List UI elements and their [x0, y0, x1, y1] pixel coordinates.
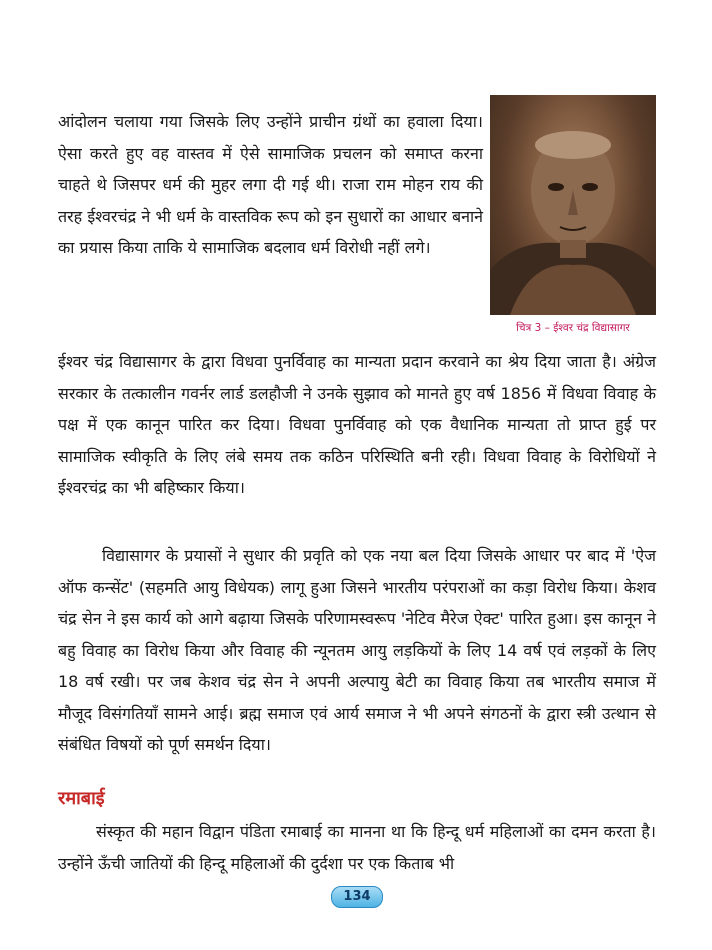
paragraph-1: आंदोलन चलाया गया जिसके लिए उन्होंने प्राचीन ग्रंथों का हवाला दिया। ऐसा करते हुए वह वास्तव में ऐसे सामाजिक प्रचलन को समाप्त करना चाहते थे जिसपर धर्म की मुहर लगा दी गई थी। राजा राम मोहन राय की तरह ईश्वरचंद्र ने भी धर्म के वास्तविक रूप को इन सुधारों का आधार बनाने का प्रयास किया ताकि ये सामाजिक बदलाव धर्म विरोधी नहीं लगे। [58, 112, 483, 257]
paragraph-2: ईश्वर चंद्र विद्यासागर के द्वारा विधवा पुनर्विवाह का मान्यता प्रदान करवाने का श्रेय दिया जाता है। अंग्रेज सरकार के तत्कालीन गवर्नर लार्ड डलहौजी ने उनके सुझाव को मानते हुए वर्ष 1856 में विधवा विवाह के पक्ष में एक कानून पारित कर दिया। विधवा पुनर्विवाह को एक वैधानिक मान्यता तो प्राप्त हुई पर सामाजिक स्वीकृति के लिए लंबे समय तक कठिन परिस्थिति बनी रही। विधवा विवाह के विरोधियों ने ईश्वरचंद्र का भी बहिष्कार किया। [58, 352, 656, 497]
figure-caption: चित्र 3 – ईश्वर चंद्र विद्यासागर [516, 322, 630, 334]
page-number: 134 [331, 886, 383, 908]
section-heading: रमाबाई [58, 788, 105, 809]
portrait-photo [490, 95, 656, 315]
paragraph-4: संस्कृत की महान विद्वान पंडिता रमाबाई का मानना था कि हिन्दू धर्म महिलाओं का दमन करता है। उन्होंने ऊँची जातियों की हिन्दू महिलाओं की दुर्दशा पर एक किताब भी [58, 822, 656, 873]
portrait-illustration [490, 95, 656, 315]
paragraph-3: विद्यासागर के प्रयासों ने सुधार की प्रवृति को एक नया बल दिया जिसके आधार पर बाद में 'ऐज ऑफ कन्सेंट' (सहमति आयु विधेयक) लागू हुआ जिसने भारतीय परंपराओं का कड़ा विरोध किया। केशव चंद्र सेन ने इस कार्य को आगे बढ़ाया जिसके परिणामस्वरूप 'नेटिव मैरेज ऐक्ट' पारित हुआ। इस कानून ने बहु विवाह का विरोध किया और विवाह की न्यूनतम आयु लड़कियों के लिए 14 वर्ष एवं लड़कों के लिए 18 वर्ष रखी। पर जब केशव चंद्र सेन ने अपनी अल्पायु बेटी का विवाह किया तब भारतीय समाज में मौजूद विसंगतियाँ सामने आई। ब्रह्म समाज एवं आर्य समाज ने भी अपने संगठनों के द्वारा स्त्री उत्थान से संबंधित विषयों को पूर्ण समर्थन दिया। [58, 546, 656, 754]
